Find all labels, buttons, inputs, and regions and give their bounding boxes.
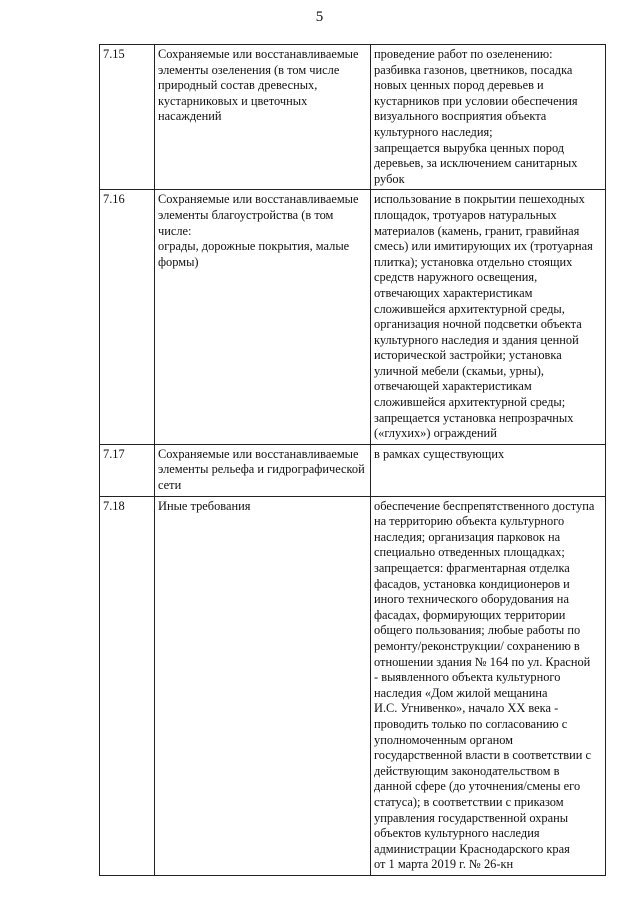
table-row <box>100 444 606 496</box>
requirement-cell: использование в покрытии пешеходных площадок, тротуаров натуральных материалов (камень, гранит, гравийная смесь) или имитирующих их (тротуарная плитка); установка отдельно стоящих средств наружного освещения, отвечающих характеристикам сложившейся архитектурной среды, организация ночной подсветки объекта культурного наследия и здания ценной исторической застройки; установка уличной мебели (скамьи, урны), отвечающей характеристикам сложившейся архитектурной среды; запрещается установка непрозрачных («глухих») ограждений <box>371 190 606 445</box>
requirement-cell: проведение работ по озеленению: разбивка газонов, цветников, посадка новых ценных пород деревьев и кустарников при условии обеспечения визуального восприятия объекта культурного наследия; запрещается вырубка ценных пород деревьев, за исключением санитарных рубок <box>371 45 606 190</box>
element-cell: Сохраняемые или восстанавливаемые элементы благоустройства (в том числе: ограды, дорожные покрытия, малые формы) <box>155 190 371 445</box>
row-number: 7.16 <box>100 190 155 445</box>
table-row <box>100 496 606 875</box>
element-cell: Иные требования <box>155 496 371 875</box>
table-row <box>100 45 606 190</box>
element-cell: Сохраняемые или восстанавливаемые элементы озеленения (в том числе природный состав древесных, кустарниковых и цветочных насаждений <box>155 45 371 190</box>
requirement-cell: в рамках существующих <box>371 444 606 496</box>
row-number: 7.18 <box>100 496 155 875</box>
row-number: 7.15 <box>100 45 155 190</box>
requirement-cell: обеспечение беспрепятственного доступа на территорию объекта культурного наследия; организация парковок на специально отведенных площадках; запрещается: фрагментарная отделка фасадов, установка кондиционеров и иного технического оборудования на фасадах, формирующих территории общего пользования; любые работы по ремонту/реконструкции/ сохранению в отношении здания № 164 по ул. Красной - выявленного объекта культурного наследия «Дом жилой мещанина И.С. Угнивенко», начало XX века - проводить только по согласованию с уполномоченным органом государственной власти в соответствии с действующим законодательством в данной сфере (до уточнения/смены его статуса); в соответствии с приказом управления государственной охраны объектов культурного наследия администрации Краснодарского края от 1 марта 2019 г. № 26-кн <box>371 496 606 875</box>
element-cell: Сохраняемые или восстанавливаемые элементы рельефа и гидрографической сети <box>155 444 371 496</box>
page-number: 5 <box>315 9 324 25</box>
row-number: 7.17 <box>100 444 155 496</box>
table-row <box>100 190 606 445</box>
requirements-table <box>99 44 606 876</box>
